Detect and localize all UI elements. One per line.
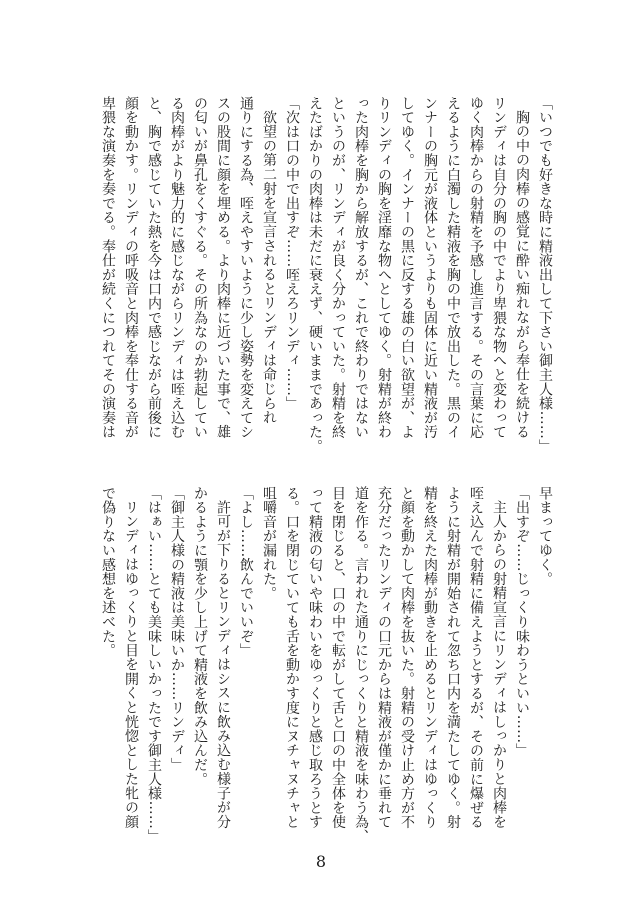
- text-column: 通りにする為、咥えやすいように少し姿勢を変えてシ: [238, 96, 254, 440]
- text-column: 目を閉じると、口の中で転がして舌と口の中全体を使: [330, 486, 346, 830]
- text-column: る。口を閉じていても舌を動かす度にヌチャヌチャと: [284, 486, 300, 830]
- text-column: 「御主人様の精液は美味いか……リンディ」: [169, 486, 185, 772]
- text-column: った肉棒を胸から解放するが、これで終わりではない: [353, 96, 369, 440]
- text-column: で偽りない感想を述べた。: [100, 486, 116, 658]
- text-column: かるように顎を少し上げて精液を飲み込んだ。: [192, 486, 208, 787]
- text-column: 「はぁい……とても美味しいかったです御主人様……」: [146, 486, 162, 844]
- text-column: 顔を動かす。リンディの呼吸音と肉棒を奉仕する音が: [123, 96, 139, 440]
- text-column: えたばかりの肉棒は未だに衰えず、硬いままであった。: [307, 96, 323, 454]
- text-column: スの股間に顔を埋める。より肉棒に近づいた事で、雄: [215, 96, 231, 440]
- text-column: 咀嚼音が漏れた。: [261, 486, 277, 601]
- text-column: って精液の匂いや味わいをゆっくりと感じ取ろうとす: [307, 486, 323, 830]
- text-column: 道を作る。言われた通りにじっくりと精液を味わう為、: [353, 486, 369, 844]
- upper-text-block: [96, 96, 556, 454]
- text-column: 「いつでも好きな時に精液出して下さい御主人様……」: [537, 96, 553, 454]
- text-column: と顔を動かして肉棒を抜いた。射精の受け止め方が不: [399, 486, 415, 830]
- text-column: りリンディの胸を淫靡な物へとしてゆく。射精が終わ: [376, 96, 392, 440]
- text-column: 欲望の第二射を宣言されるとリンディは命じられ: [261, 110, 277, 425]
- text-column: 早まってゆく。: [537, 486, 553, 587]
- text-column: 主人からの射精宣言にリンディはしっかりと肉棒を: [491, 500, 507, 830]
- text-column: というのが、リンディが良く分かっていた。射精を終: [330, 96, 346, 440]
- text-column: 「出すぞ……じっくり味わうといい……」: [514, 486, 530, 758]
- lower-text-block: [96, 486, 556, 844]
- text-column: ンナーの胸元が液体というよりも固体に近い精液が汚: [422, 96, 438, 440]
- text-column: ゆく肉棒からの射精を予感し進言する。その言葉に応: [468, 96, 484, 440]
- text-column: 胸の中の肉棒の感覚に酔い痴れながら奉仕を続ける: [514, 110, 530, 440]
- text-column: えるように白濁した精液を胸の中で放出した。黒のイ: [445, 96, 461, 440]
- text-column: 精を終えた肉棒が動きを止めるとリンディはゆっくり: [422, 486, 438, 830]
- text-column: る肉棒がより魅力的に感じながらリンディは咥え込む: [169, 96, 185, 440]
- text-column: 許可が下りるとリンディはシスに飲み込む様子が分: [215, 500, 231, 830]
- text-column: ように射精が開始されて忽ち口内を満たしてゆく。射: [445, 486, 461, 830]
- page-number: 8: [315, 852, 327, 871]
- text-column: 卑猥な演奏を奏でる。奉仕が続くにつれてその演奏は: [100, 96, 116, 440]
- text-column: と、胸で感じていた熱を今は口内で感じながら前後に: [146, 96, 162, 440]
- text-column: してゆく。インナーの黒に反する雄の白い欲望が、よ: [399, 96, 415, 440]
- text-column: リンディはゆっくりと目を開くと恍惚とした牝の顔: [123, 500, 139, 830]
- text-column: リンディは自分の胸の中でより卑猥な物へと変わって: [491, 96, 507, 440]
- text-column: の匂いが鼻孔をくすぐる。その所為なのか勃起してい: [192, 96, 208, 440]
- text-column: 充分だったリンディの口元からは精液が僅かに垂れて: [376, 486, 392, 830]
- text-column: 咥え込んで射精に備えようとするが、その前に爆ぜる: [468, 486, 484, 830]
- text-column: 「よし……飲んでいいぞ」: [238, 486, 254, 658]
- text-column: 「次は口の中で出すぞ……咥えろリンディ……」: [284, 96, 300, 411]
